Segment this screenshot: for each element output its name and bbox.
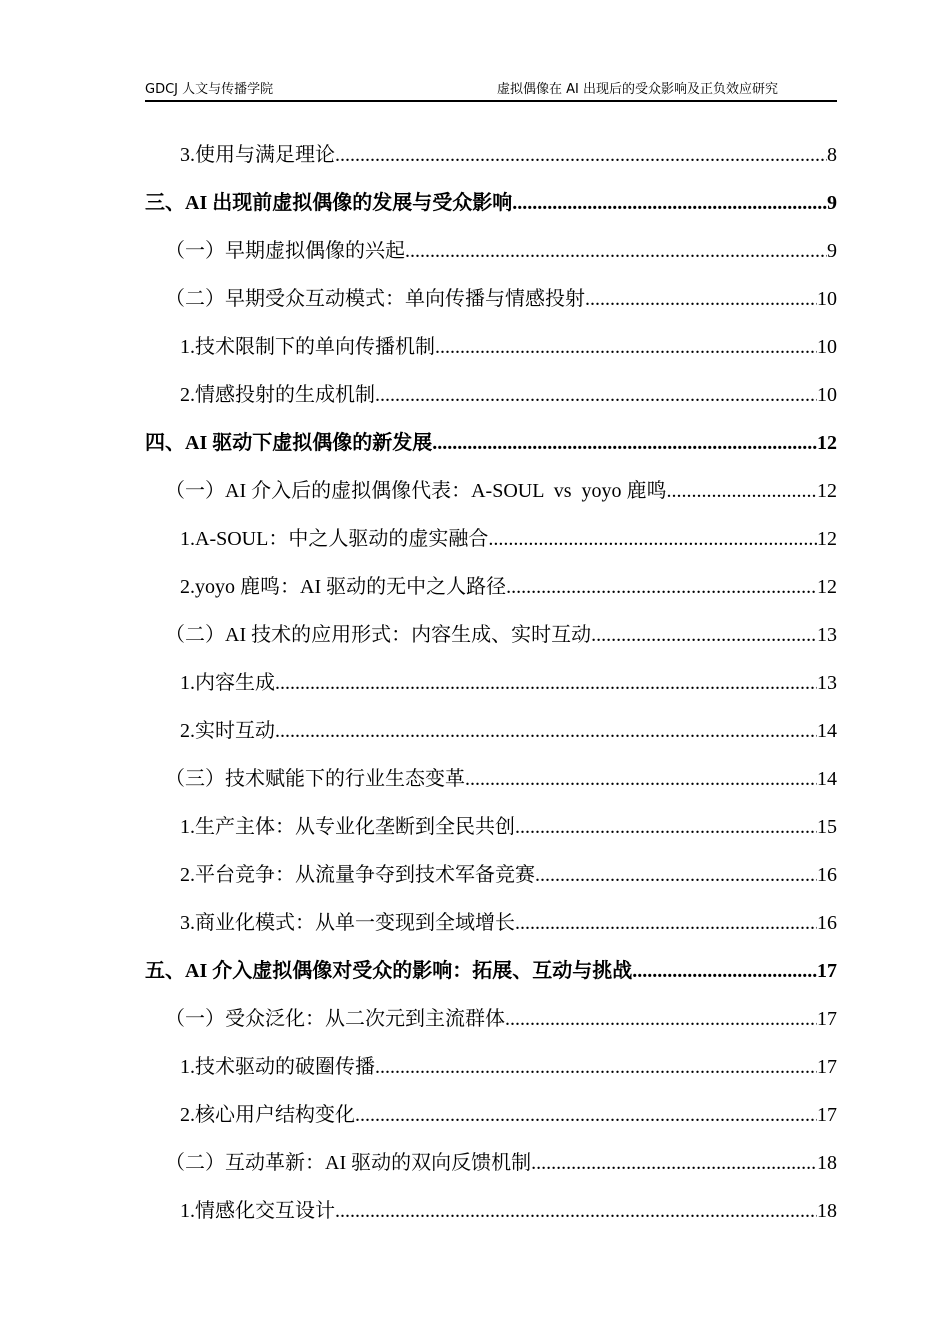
toc-entry[interactable] bbox=[145, 284, 837, 332]
toc-entry-page: 8 bbox=[827, 144, 837, 166]
toc-entry-page: 17 bbox=[817, 1056, 837, 1078]
toc-entry-title: （二）早期受众互动模式：单向传播与情感投射 bbox=[165, 288, 585, 310]
toc-entry-page: 12 bbox=[817, 576, 837, 598]
toc-entry[interactable] bbox=[145, 1052, 837, 1100]
toc-leader-dots bbox=[275, 716, 817, 746]
toc-entry-page: 13 bbox=[817, 672, 837, 694]
toc-entry[interactable] bbox=[145, 1196, 837, 1244]
toc-entry-page: 17 bbox=[817, 1008, 837, 1030]
toc-entry-page: 12 bbox=[817, 432, 837, 454]
toc-entry-page: 12 bbox=[817, 528, 837, 550]
toc-leader-dots bbox=[505, 1004, 817, 1034]
toc-entry[interactable] bbox=[145, 1004, 837, 1052]
toc-entry-page: 14 bbox=[817, 720, 837, 742]
toc-entry-page: 9 bbox=[827, 240, 837, 262]
toc-entry-title: 1.技术限制下的单向传播机制 bbox=[180, 336, 435, 358]
toc-entry[interactable] bbox=[145, 236, 837, 284]
toc-entry[interactable] bbox=[145, 668, 837, 716]
toc-leader-dots bbox=[512, 188, 827, 218]
header-left: GDCJ 人文与传播学院 bbox=[145, 82, 274, 97]
toc-entry-page: 12 bbox=[817, 480, 837, 502]
toc-entry-title: （三）技术赋能下的行业生态变革 bbox=[165, 768, 465, 790]
toc-leader-dots bbox=[515, 812, 817, 842]
toc-entry-title: 1.A-SOUL：中之人驱动的虚实融合 bbox=[180, 528, 489, 550]
toc-entry-title: 2.情感投射的生成机制 bbox=[180, 384, 375, 406]
toc-entry-page: 16 bbox=[817, 912, 837, 934]
toc-entry[interactable] bbox=[145, 860, 837, 908]
toc-leader-dots bbox=[375, 1052, 817, 1082]
toc-entry-title: （二）AI 技术的应用形式：内容生成、实时互动 bbox=[165, 624, 592, 646]
toc-leader-dots bbox=[465, 764, 817, 794]
toc-entry-title: （一）受众泛化：从二次元到主流群体 bbox=[165, 1008, 505, 1030]
toc-leader-dots bbox=[632, 956, 817, 986]
toc-entry-title: 3.使用与满足理论 bbox=[180, 144, 335, 166]
toc-entry[interactable] bbox=[145, 332, 837, 380]
toc-entry[interactable] bbox=[145, 908, 837, 956]
page-header bbox=[145, 78, 836, 98]
toc-leader-dots bbox=[375, 380, 817, 410]
toc-leader-dots bbox=[585, 284, 817, 314]
toc-entry-title: （一）AI 介入后的虚拟偶像代表：A-SOUL vs yoyo 鹿鸣 bbox=[165, 480, 667, 502]
toc-entry-page: 15 bbox=[817, 816, 837, 838]
toc-entry-page: 18 bbox=[817, 1152, 837, 1174]
toc-leader-dots bbox=[488, 524, 817, 554]
toc-entry[interactable] bbox=[145, 620, 837, 668]
toc-leader-dots bbox=[591, 620, 817, 650]
toc-entry-title: 1.情感化交互设计 bbox=[180, 1200, 335, 1222]
toc-entry-title: 1.生产主体：从专业化垄断到全民共创 bbox=[180, 816, 515, 838]
toc-leader-dots bbox=[275, 668, 817, 698]
toc-entry-title: 2.实时互动 bbox=[180, 720, 275, 742]
toc-entry-title: 2.核心用户结构变化 bbox=[180, 1104, 355, 1126]
toc-entry[interactable] bbox=[145, 1148, 837, 1196]
toc-entry[interactable] bbox=[145, 716, 837, 764]
toc-leader-dots bbox=[531, 1148, 817, 1178]
toc-entry-title: 五、AI 介入虚拟偶像对受众的影响：拓展、互动与挑战 bbox=[145, 960, 633, 982]
toc-leader-dots bbox=[432, 428, 817, 458]
toc-entry[interactable] bbox=[145, 764, 837, 812]
toc-leader-dots bbox=[435, 332, 817, 362]
header-right: 虚拟偶像在 AI 出现后的受众影响及正负效应研究 bbox=[497, 82, 778, 97]
toc-entry-page: 18 bbox=[817, 1200, 837, 1222]
toc-leader-dots bbox=[335, 140, 827, 170]
toc-entry-page: 17 bbox=[817, 1104, 837, 1126]
toc-entry-page: 14 bbox=[817, 768, 837, 790]
toc-leader-dots bbox=[535, 860, 817, 890]
toc-entry-page: 10 bbox=[817, 288, 837, 310]
header-rule bbox=[145, 100, 837, 102]
toc-entry[interactable] bbox=[145, 428, 837, 476]
toc-entry[interactable] bbox=[145, 1100, 837, 1148]
toc-entry-page: 17 bbox=[817, 960, 837, 982]
toc-entry-title: 四、AI 驱动下虚拟偶像的新发展 bbox=[145, 432, 433, 454]
toc-entry[interactable] bbox=[145, 140, 837, 188]
toc-entry-page: 9 bbox=[827, 192, 837, 214]
toc-entry-title: 三、AI 出现前虚拟偶像的发展与受众影响 bbox=[145, 192, 513, 214]
toc-entry-page: 13 bbox=[817, 624, 837, 646]
toc-entry[interactable] bbox=[145, 572, 837, 620]
toc-leader-dots bbox=[355, 1100, 817, 1130]
toc-leader-dots bbox=[405, 236, 827, 266]
toc-entry-title: （一）早期虚拟偶像的兴起 bbox=[165, 240, 405, 262]
toc-leader-dots bbox=[335, 1196, 817, 1226]
toc-entry[interactable] bbox=[145, 188, 837, 236]
toc-entry-title: 1.内容生成 bbox=[180, 672, 275, 694]
toc-entry-title: 2.yoyo 鹿鸣：AI 驱动的无中之人路径 bbox=[180, 576, 507, 598]
toc-entry-page: 10 bbox=[817, 384, 837, 406]
table-of-contents bbox=[145, 140, 837, 1244]
toc-leader-dots bbox=[666, 476, 817, 506]
toc-entry[interactable] bbox=[145, 812, 837, 860]
toc-entry[interactable] bbox=[145, 956, 837, 1004]
toc-entry-title: 1.技术驱动的破圈传播 bbox=[180, 1056, 375, 1078]
toc-leader-dots bbox=[506, 572, 817, 602]
toc-entry-title: 2.平台竞争：从流量争夺到技术军备竞赛 bbox=[180, 864, 535, 886]
toc-entry-title: （二）互动革新：AI 驱动的双向反馈机制 bbox=[165, 1152, 532, 1174]
toc-entry-title: 3.商业化模式：从单一变现到全域增长 bbox=[180, 912, 515, 934]
toc-entry[interactable] bbox=[145, 380, 837, 428]
toc-leader-dots bbox=[515, 908, 817, 938]
toc-entry-page: 10 bbox=[817, 336, 837, 358]
toc-entry[interactable] bbox=[145, 524, 837, 572]
toc-entry-page: 16 bbox=[817, 864, 837, 886]
toc-entry[interactable] bbox=[145, 476, 837, 524]
